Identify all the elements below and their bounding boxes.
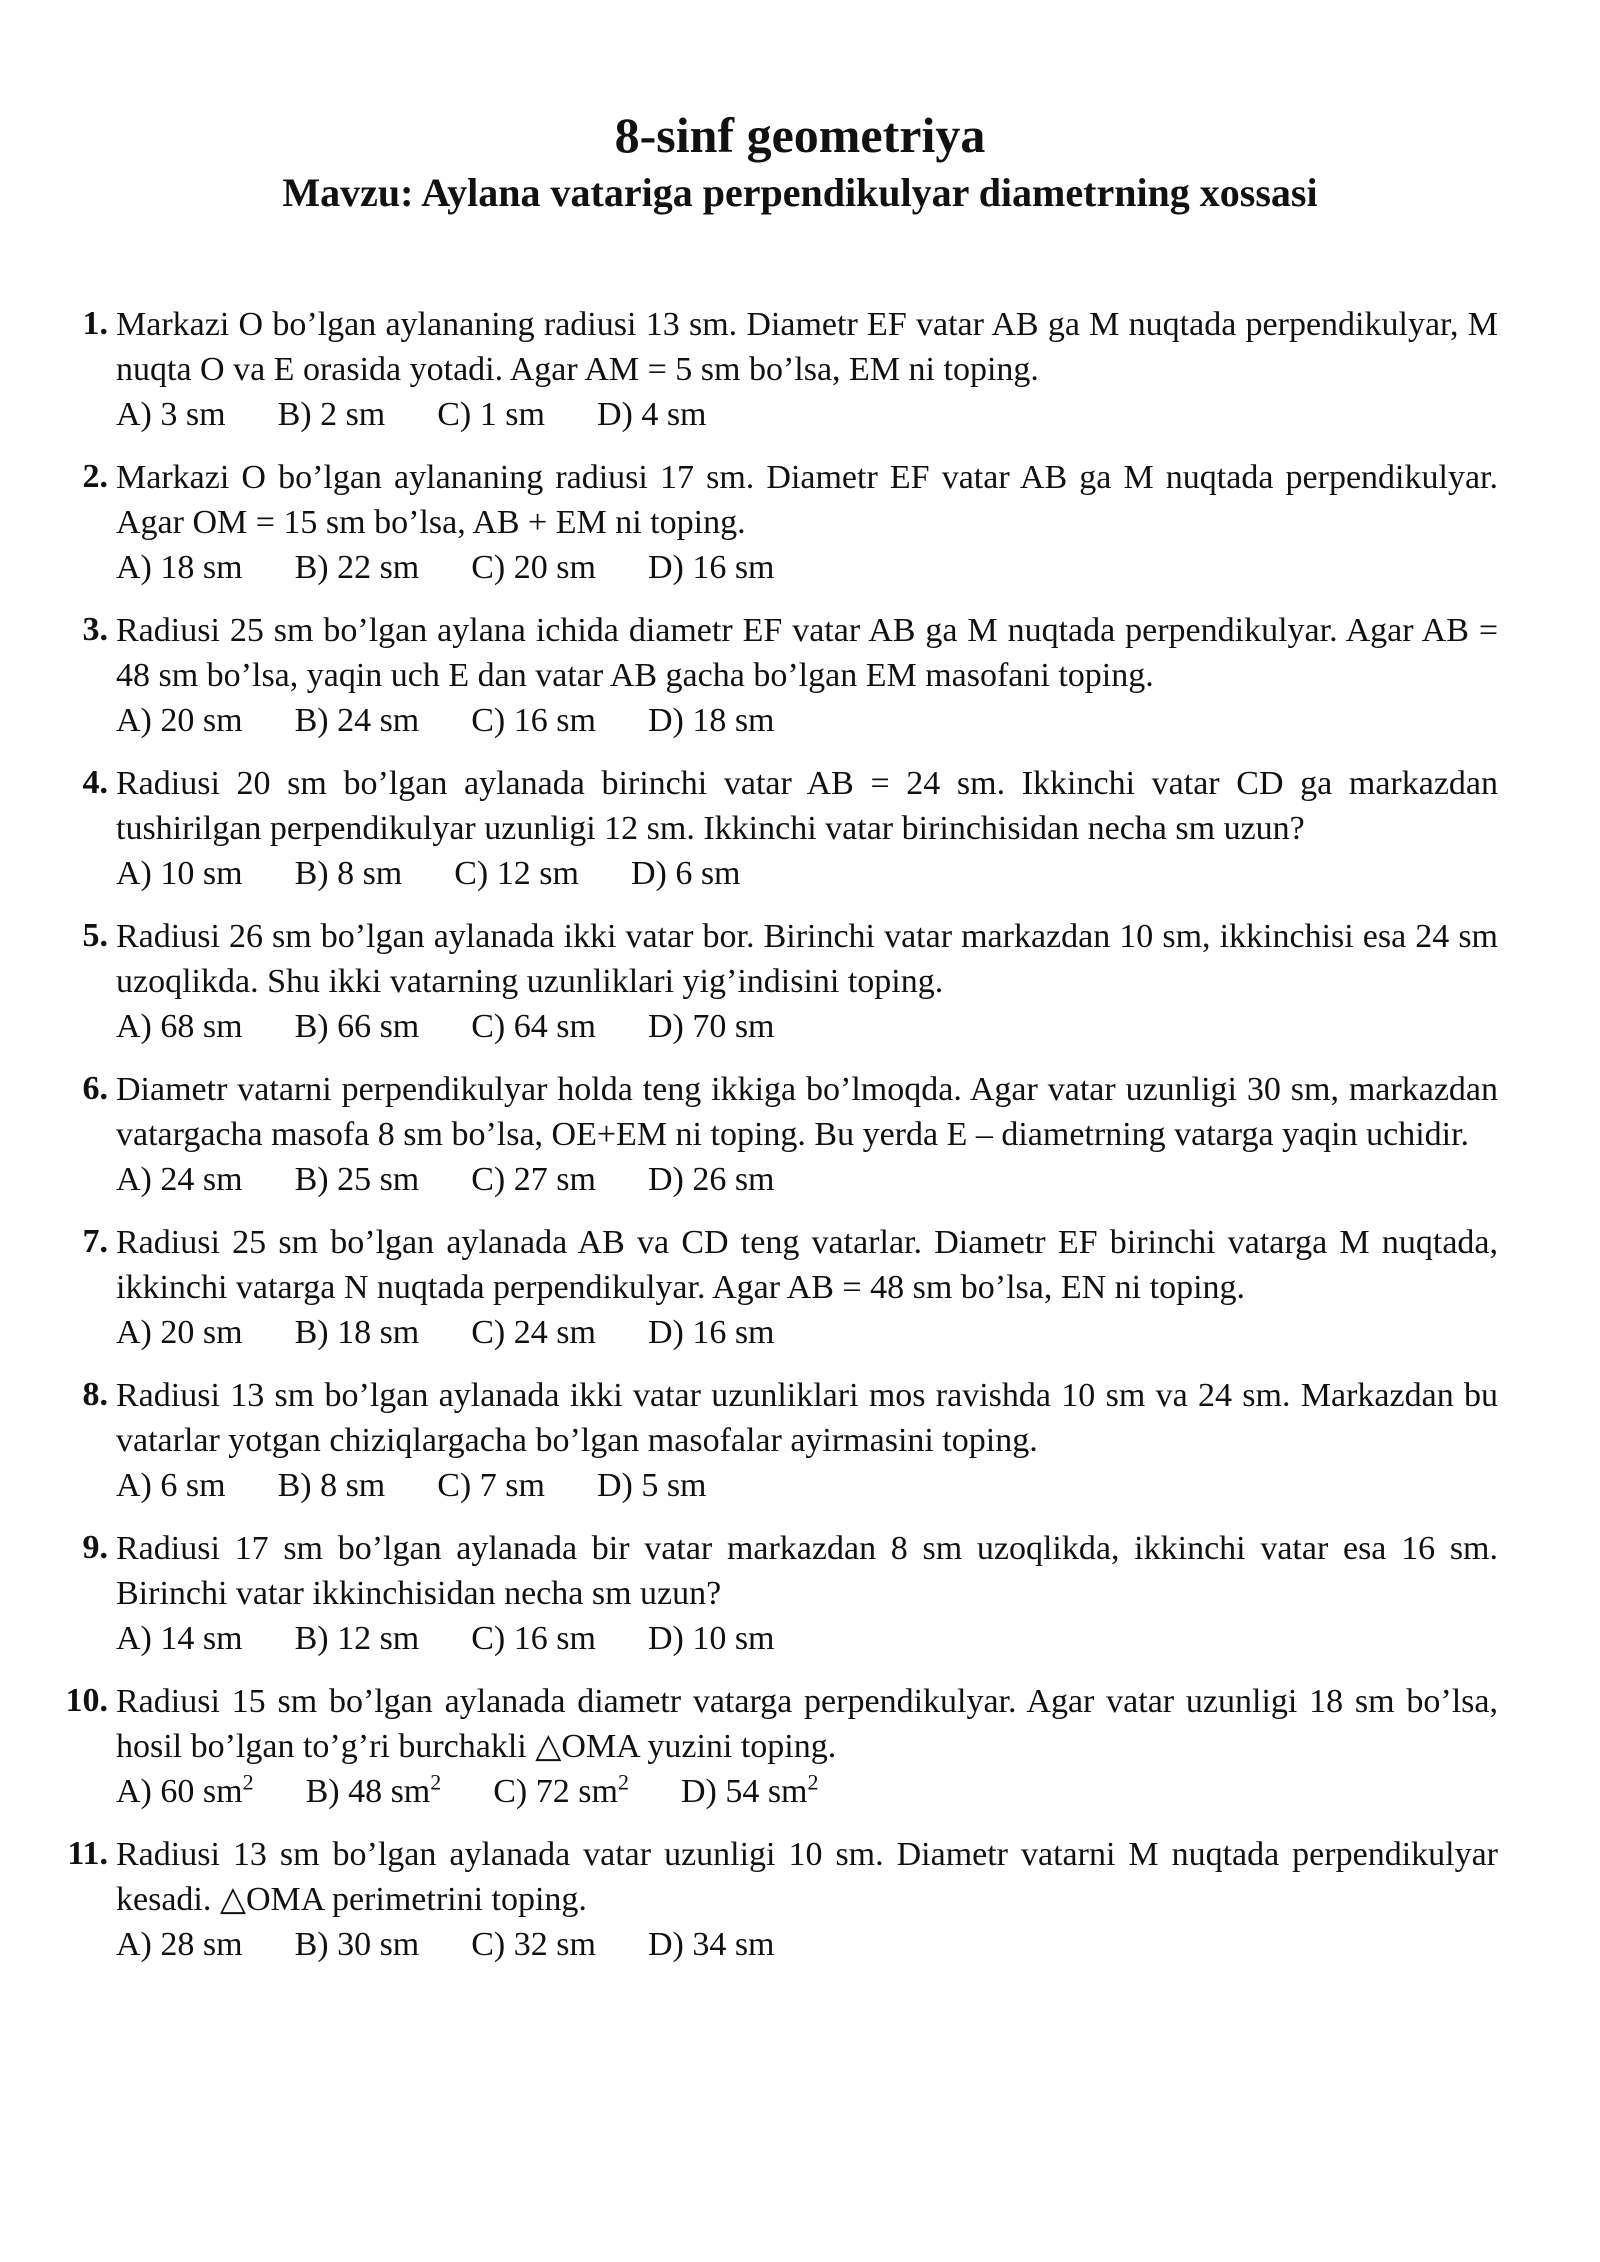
answer-option-a bbox=[116, 1769, 254, 1814]
problem-7 bbox=[64, 1220, 1498, 1355]
answer-option-c: C) 24 sm bbox=[471, 1314, 596, 1351]
problem-statement: Radiusi 17 sm bo’lgan aylanada bir vatar markazdan 8 sm uzoqlikda, ikkinchi vatar esa 16 sm. Birinchi vatar ikkinchisidan necha sm uzun? bbox=[116, 1530, 1498, 1612]
answer-option-b: B) 66 sm bbox=[294, 1008, 420, 1045]
area-exponent: 2 bbox=[807, 1769, 819, 1795]
answer-option-a: A) 20 sm bbox=[116, 1314, 243, 1351]
answer-option-c: C) 64 sm bbox=[471, 1008, 596, 1045]
answer-options bbox=[116, 1922, 1498, 1967]
problem-11 bbox=[64, 1832, 1498, 1967]
answer-option-c: C) 16 sm bbox=[471, 702, 596, 739]
area-exponent: 2 bbox=[242, 1769, 254, 1795]
answer-option-d: D) 6 sm bbox=[630, 855, 741, 892]
answer-option-d: D) 16 sm bbox=[647, 1314, 775, 1351]
problem-list bbox=[64, 302, 1498, 1985]
problem-statement: Markazi O bo’lgan aylananing radiusi 13 sm. Diametr EF vatar AB ga M nuqtada perpendikulyar, M nuqta O va E orasida yotadi. Agar AM = 5 sm bo’lsa, EM ni toping. bbox=[116, 306, 1498, 388]
answer-option-b: B) 22 sm bbox=[294, 549, 420, 586]
answer-option-d: D) 5 sm bbox=[596, 1467, 707, 1504]
answer-option-d: D) 34 sm bbox=[647, 1926, 775, 1963]
answer-option-a: A) 18 sm bbox=[116, 549, 243, 586]
answer-option-b: B) 24 sm bbox=[294, 702, 420, 739]
answer-option-b bbox=[306, 1769, 442, 1814]
problem-number: 2. bbox=[82, 458, 108, 495]
answer-option-b: B) 25 sm bbox=[294, 1161, 420, 1198]
problem-statement: Radiusi 13 sm bo’lgan aylanada ikki vatar uzunliklari mos ravishda 10 sm va 24 sm. Markazdan bu vatarlar yotgan chiziqlargacha bo’lgan masofalar ayirmasini toping. bbox=[116, 1377, 1498, 1459]
answer-option-d: D) 70 sm bbox=[647, 1008, 775, 1045]
problem-number: 1. bbox=[82, 305, 108, 342]
answer-options bbox=[116, 1157, 1498, 1202]
answer-option-c: C) 16 sm bbox=[471, 1620, 596, 1657]
answer-option-a: A) 28 sm bbox=[116, 1926, 243, 1963]
answer-option-d: D) 10 sm bbox=[647, 1620, 775, 1657]
answer-option-a: A) 10 sm bbox=[116, 855, 243, 892]
answer-option-a: A) 14 sm bbox=[116, 1620, 243, 1657]
answer-option-a: A) 20 sm bbox=[116, 702, 243, 739]
problem-1 bbox=[64, 302, 1498, 437]
answer-option-c: C) 7 sm bbox=[437, 1467, 545, 1504]
problem-statement: Markazi O bo’lgan aylananing radiusi 17 sm. Diametr EF vatar AB ga M nuqtada perpendikulyar. Agar OM = 15 sm bo’lsa, AB + EM ni toping. bbox=[116, 459, 1498, 541]
answer-option-c: C) 20 sm bbox=[471, 549, 596, 586]
answer-option-b: B) 30 sm bbox=[294, 1926, 420, 1963]
page-title: 8-sinf geometriya bbox=[614, 107, 986, 163]
answer-option-a: A) 68 sm bbox=[116, 1008, 243, 1045]
answer-option-d: D) 18 sm bbox=[647, 702, 775, 739]
problem-statement: Radiusi 25 sm bo’lgan aylana ichida diametr EF vatar AB ga M nuqtada perpendikulyar. Agar AB = 48 sm bo’lsa, yaqin uch E dan vatar AB gacha bo’lgan EM masofani toping. bbox=[116, 612, 1498, 694]
problem-statement: Radiusi 25 sm bo’lgan aylanada AB va CD teng vatarlar. Diametr EF birinchi vatarga M nuqtada, ikkinchi vatarga N nuqtada perpendikulyar. Agar AB = 48 sm bo’lsa, EN ni toping. bbox=[116, 1224, 1498, 1306]
answer-option-a: A) 6 sm bbox=[116, 1467, 226, 1504]
answer-options bbox=[116, 1004, 1498, 1049]
answer-option-b: B) 8 sm bbox=[277, 1467, 386, 1504]
answer-options bbox=[116, 545, 1498, 590]
answer-option-d bbox=[681, 1769, 819, 1814]
problem-number: 5. bbox=[82, 917, 108, 954]
answer-options bbox=[116, 1463, 1498, 1508]
answer-options bbox=[116, 392, 1498, 437]
problem-statement: Radiusi 20 sm bo’lgan aylanada birinchi vatar AB = 24 sm. Ikkinchi vatar CD ga markazdan tushirilgan perpendikulyar uzunligi 12 sm. Ikkinchi vatar birinchisidan necha sm uzun? bbox=[116, 765, 1498, 847]
area-exponent: 2 bbox=[430, 1769, 442, 1795]
problem-statement: Radiusi 15 sm bo’lgan aylanada diametr vatarga perpendikulyar. Agar vatar uzunligi 18 sm bo’lsa, hosil bo’lgan to’g’ri burchakli △OMA yuzini toping. bbox=[116, 1683, 1498, 1765]
area-exponent: 2 bbox=[617, 1769, 629, 1795]
problem-number: 4. bbox=[82, 764, 108, 801]
answer-option-c: C) 12 sm bbox=[454, 855, 579, 892]
answer-options bbox=[116, 698, 1498, 743]
answer-option-c bbox=[493, 1769, 629, 1814]
problem-8 bbox=[64, 1373, 1498, 1508]
answer-option-d: D) 4 sm bbox=[596, 396, 707, 433]
answer-option-c: C) 32 sm bbox=[471, 1926, 596, 1963]
answer-options bbox=[116, 851, 1498, 896]
problem-5 bbox=[64, 914, 1498, 1049]
problem-statement: Radiusi 26 sm bo’lgan aylanada ikki vatar bor. Birinchi vatar markazdan 10 sm, ikkinchisi esa 24 sm uzoqlikda. Shu ikki vatarning uzunliklari yig’indisini toping. bbox=[116, 918, 1498, 1000]
problem-9 bbox=[64, 1526, 1498, 1661]
answer-option-c: C) 27 sm bbox=[471, 1161, 596, 1198]
answer-text: B) 48 sm bbox=[305, 1773, 431, 1810]
problem-6 bbox=[64, 1067, 1498, 1202]
problem-number: 8. bbox=[82, 1376, 108, 1413]
answer-options bbox=[116, 1769, 1498, 1814]
problem-3 bbox=[64, 608, 1498, 743]
answer-option-a: A) 24 sm bbox=[116, 1161, 243, 1198]
problem-number: 10. bbox=[65, 1682, 108, 1719]
answer-option-a: A) 3 sm bbox=[116, 396, 226, 433]
problem-statement: Radiusi 13 sm bo’lgan aylanada vatar uzunligi 10 sm. Diametr vatarni M nuqtada perpendikulyar kesadi. △OMA perimetrini toping. bbox=[116, 1836, 1498, 1918]
answer-text: D) 54 sm bbox=[680, 1773, 808, 1810]
answer-option-b: B) 12 sm bbox=[294, 1620, 420, 1657]
problem-4 bbox=[64, 761, 1498, 896]
answer-option-b: B) 2 sm bbox=[277, 396, 386, 433]
answer-option-d: D) 16 sm bbox=[647, 549, 775, 586]
page-subtitle: Mavzu: Aylana vatariga perpendikulyar diametrning xossasi bbox=[282, 170, 1318, 215]
problem-10 bbox=[64, 1679, 1498, 1814]
problem-number: 6. bbox=[82, 1070, 108, 1107]
answer-text: C) 72 sm bbox=[493, 1773, 618, 1810]
answer-option-d: D) 26 sm bbox=[647, 1161, 775, 1198]
answer-option-b: B) 18 sm bbox=[294, 1314, 420, 1351]
answer-option-b: B) 8 sm bbox=[294, 855, 403, 892]
answer-options bbox=[116, 1310, 1498, 1355]
problem-number: 9. bbox=[82, 1529, 108, 1566]
problem-statement: Diametr vatarni perpendikulyar holda teng ikkiga bo’lmoqda. Agar vatar uzunligi 30 sm, markazdan vatargacha masofa 8 sm bo’lsa, OE+EM ni toping. Bu yerda E – diametrning vatarga yaqin uchidir. bbox=[116, 1071, 1498, 1153]
problem-number: 11. bbox=[67, 1835, 108, 1872]
problem-number: 7. bbox=[82, 1223, 108, 1260]
worksheet-header bbox=[0, 0, 1600, 218]
answer-options bbox=[116, 1616, 1498, 1661]
answer-text: A) 60 sm bbox=[116, 1773, 243, 1810]
problem-number: 3. bbox=[82, 611, 108, 648]
problem-2 bbox=[64, 455, 1498, 590]
answer-option-c: C) 1 sm bbox=[437, 396, 545, 433]
